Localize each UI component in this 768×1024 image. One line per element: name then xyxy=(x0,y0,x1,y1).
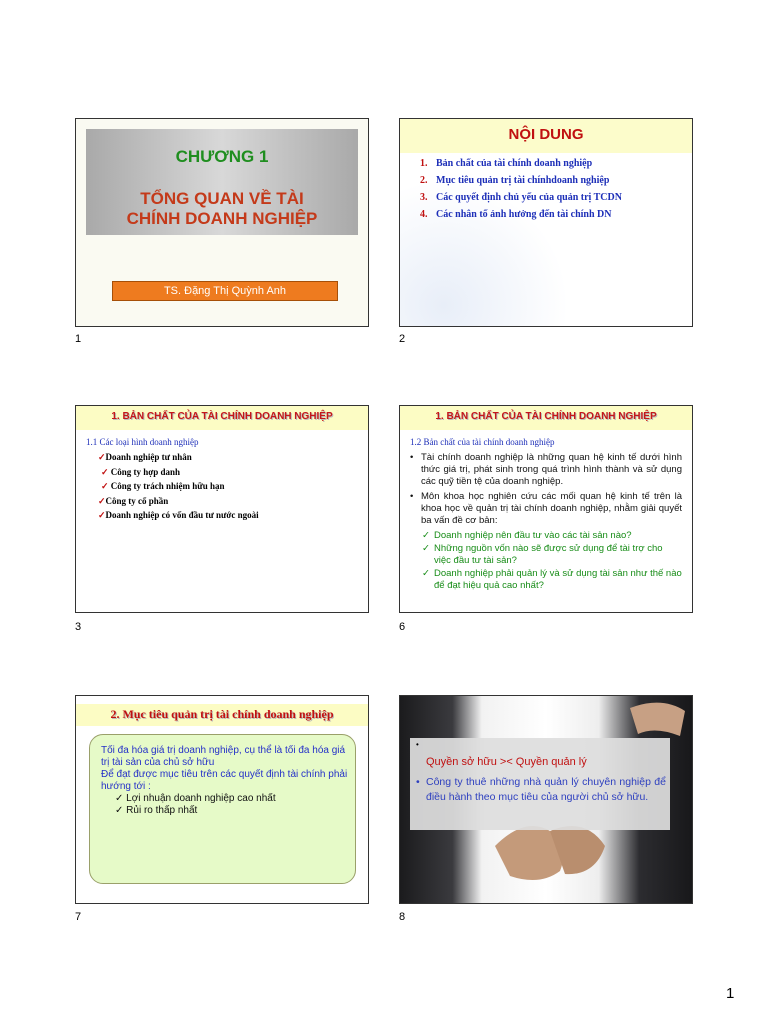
ownership-text: • Công ty thuê những nhà quản lý chuyên nghiệp để điều hành theo mục tiêu của người chủ sở hữu. xyxy=(416,776,666,803)
section-subtitle: 1.1 Các loại hình doanh nghiệp xyxy=(86,437,199,447)
heading-bar xyxy=(76,704,368,726)
check-icon: ✓ xyxy=(98,495,106,506)
list-item: 1. Bản chất của tài chính doanh nghiệp xyxy=(420,158,593,169)
list-item: ✓Doanh nghiệp tư nhân xyxy=(98,452,192,462)
slide-number-1: 1 xyxy=(75,333,82,345)
list-item: ✓ Công ty hợp danh xyxy=(101,466,181,477)
slide-number-7: 7 xyxy=(75,911,82,923)
slide-number-2: 2 xyxy=(399,333,406,345)
check-icon: ✓ xyxy=(422,530,430,541)
list-item: ✓ Rủi ro thấp nhất xyxy=(115,805,198,816)
bullet-paragraph: • Tài chính doanh nghiệp là những quan hệ kinh tế dưới hình thức giá trị, phát sinh trong quá trình hình thành và sử dụng các quỹ tiền tệ của doanh nghiệp. xyxy=(410,452,682,487)
list-item: 4. Các nhân tố ảnh hưởng đến tài chính DN xyxy=(420,209,612,220)
text-overlay xyxy=(410,738,670,830)
check-icon: ✓ xyxy=(98,510,106,520)
list-item: ✓ Lợi nhuận doanh nghiệp cao nhất xyxy=(115,793,276,804)
bullet-icon: • xyxy=(416,776,420,788)
title-line-2: CHÍNH DOANH NGHIỆP xyxy=(126,209,318,228)
enterprise-types-list xyxy=(98,450,259,523)
check-item: ✓ Doanh nghiệp nên đầu tư vào các tài sản nào? xyxy=(422,530,632,541)
heading-bar xyxy=(76,406,368,430)
check-icon: ✓ xyxy=(101,466,109,477)
shoulder-hand xyxy=(630,703,685,736)
slide-heading: 1. BẢN CHẤT CỦA TÀI CHÍNH DOANH NGHIỆP xyxy=(435,411,657,422)
check-icon: ✓ xyxy=(115,805,124,816)
check-icon: ✓ xyxy=(115,793,124,804)
bullet-icon: • xyxy=(410,452,414,463)
bullet-icon: • xyxy=(410,491,414,502)
page-number: 1 xyxy=(726,985,735,1002)
list-item: ✓Công ty cổ phần xyxy=(98,495,169,506)
slide-number-3: 3 xyxy=(75,621,82,633)
heading-bar xyxy=(400,406,692,430)
slide-6 xyxy=(399,405,693,613)
objective-text xyxy=(101,745,351,817)
list-item: 3. Các quyết định chủ yếu của quản trị TCDN xyxy=(420,192,622,203)
slide-number-6: 6 xyxy=(399,621,406,633)
slide-heading: 2. Mục tiêu quản trị tài chính doanh nghiệp xyxy=(110,707,334,721)
title-line-1: TỔNG QUAN VỀ TÀI xyxy=(140,189,304,208)
slide-number-8: 8 xyxy=(399,911,406,923)
check-item: ✓ Những nguồn vốn nào sẽ được sử dụng để tài trợ cho việc đầu tư tài sản? xyxy=(422,543,663,566)
paragraph-1: Tối đa hóa giá trị doanh nghiệp, cụ thể là tối đa hóa giá trị tài sản của chủ sở hữu xyxy=(101,745,346,768)
slide-7 xyxy=(75,695,369,904)
paragraph-2: Để đạt được mục tiêu trên các quyết định tài chính phải hướng tới : xyxy=(101,769,348,792)
ownership-title: Quyền sở hữu >< Quyền quản lý xyxy=(426,756,587,768)
check-item: ✓ Doanh nghiệp phải quản lý và sử dụng tài sản như thế nào để đạt hiệu quả cao nhất? xyxy=(422,568,682,591)
slide-2 xyxy=(399,118,693,327)
check-icon: ✓ xyxy=(98,452,106,462)
section-subtitle: 1.2 Bản chất của tài chính doanh nghiệp xyxy=(410,437,555,447)
check-icon: ✓ xyxy=(422,568,430,579)
objective-box xyxy=(89,734,356,884)
chapter-label: CHƯƠNG 1 xyxy=(175,147,269,166)
slide-1 xyxy=(75,118,369,327)
list-item: ✓ Công ty trách nhiệm hữu hạn xyxy=(101,481,225,491)
slide-body xyxy=(410,452,682,593)
chapter-title xyxy=(86,189,358,229)
check-icon: ✓ xyxy=(422,543,430,554)
list-item: 2. Mục tiêu quản trị tài chínhdoanh nghiệp xyxy=(420,175,610,186)
slide-8 xyxy=(399,695,693,904)
bullet-icon: • xyxy=(416,740,419,749)
slide-heading: 1. BẢN CHẤT CỦA TÀI CHÍNH DOANH NGHIỆP xyxy=(111,411,333,422)
slide-3 xyxy=(75,405,369,613)
check-icon: ✓ xyxy=(101,481,109,491)
list-item: ✓Doanh nghiệp có vốn đầu tư nước ngoài xyxy=(98,510,259,520)
title-panel xyxy=(86,129,358,235)
author-box: TS. Đặng Thị Quỳnh Anh xyxy=(112,281,338,301)
slide-title: NỘI DUNG xyxy=(508,126,584,143)
contents-list xyxy=(420,155,622,223)
bullet-paragraph: • Môn khoa học nghiên cứu các mối quan hệ kinh tế trên là khoa học về quản trị tài chính doanh nghiệp, nhằm giải quyết ba vấn đề cơ bản: xyxy=(410,491,682,526)
